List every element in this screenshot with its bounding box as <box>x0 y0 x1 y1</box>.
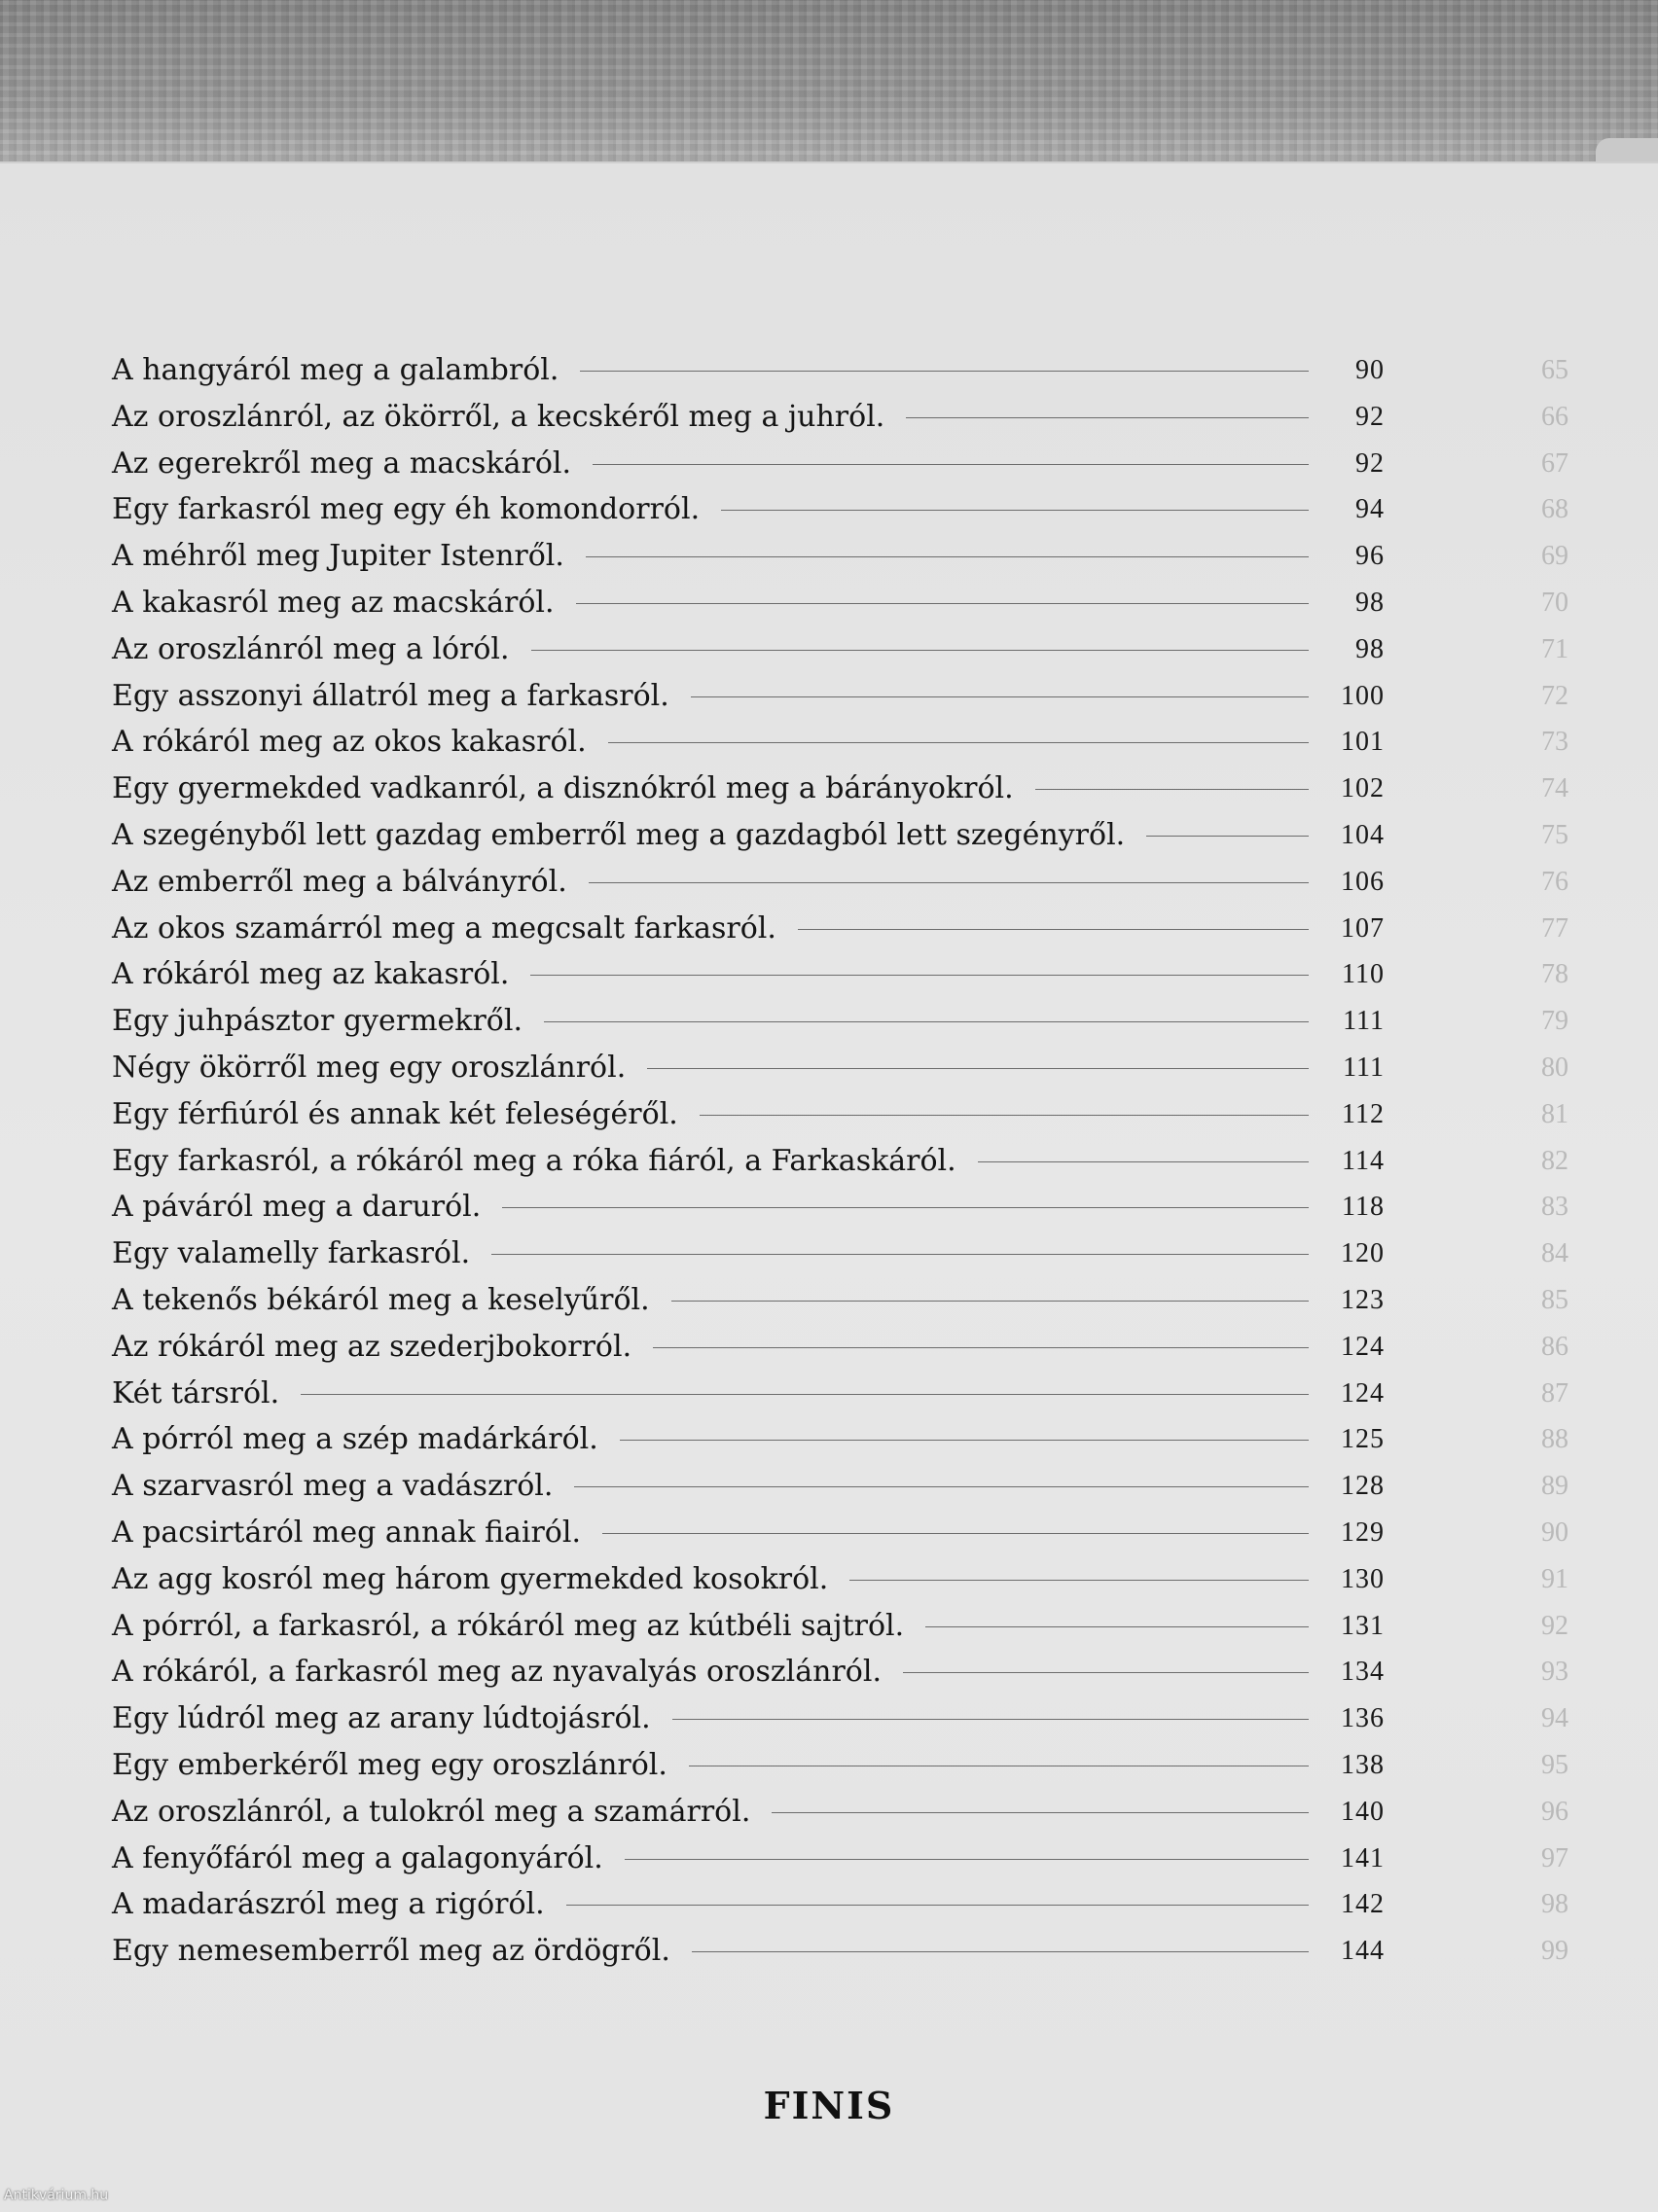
show-through-page-number: 80 <box>1541 1052 1568 1083</box>
toc-entry-title: Az emberről meg a bálványról. <box>112 864 567 899</box>
toc-entry-title: Egy valamelly farkasról. <box>112 1236 471 1271</box>
toc-row <box>0 1836 1658 1882</box>
toc-row <box>0 998 1658 1045</box>
leader-line <box>502 1207 1309 1208</box>
toc-row <box>0 673 1658 720</box>
show-through-page-number: 66 <box>1541 401 1568 432</box>
toc-row <box>0 1556 1658 1603</box>
leader-line <box>574 1486 1309 1487</box>
show-through-page-number: 87 <box>1541 1377 1568 1409</box>
toc-entry-title: Egy gyermekded vadkanról, a disznókról meg a bárányokról. <box>112 771 1014 806</box>
show-through-page-number: 68 <box>1541 494 1568 525</box>
leader-line <box>544 1021 1309 1022</box>
toc-row <box>0 859 1658 906</box>
toc-row <box>0 951 1658 998</box>
toc-entry-title: Az okos szamárról meg a megcsalt farkasról. <box>112 910 776 945</box>
toc-row <box>0 1045 1658 1091</box>
leader-line <box>978 1161 1309 1162</box>
toc-row <box>0 1649 1658 1695</box>
toc-entry-title: A fenyőfáról meg a galagonyáról. <box>112 1840 603 1875</box>
watermark: Antikvárium.hu <box>4 2188 109 2203</box>
toc-row <box>0 1277 1658 1324</box>
toc-entry-title: Egy juhpásztor gyermekről. <box>112 1004 523 1039</box>
leader-line <box>625 1859 1309 1860</box>
leader-line <box>301 1394 1309 1395</box>
leader-line <box>672 1719 1309 1720</box>
toc-entry-page: 101 <box>1341 727 1385 758</box>
show-through-page-number: 92 <box>1541 1610 1568 1641</box>
leader-line <box>925 1626 1309 1627</box>
toc-row <box>0 1603 1658 1650</box>
leader-line <box>530 975 1309 976</box>
toc-entry-page: 114 <box>1342 1145 1385 1176</box>
leader-line <box>647 1068 1309 1069</box>
show-through-page-number: 97 <box>1541 1842 1568 1873</box>
toc-entry-title: A madarászról meg a rigóról. <box>112 1887 545 1922</box>
toc-row <box>0 1695 1658 1742</box>
toc-row <box>0 1324 1658 1371</box>
show-through-page-number: 88 <box>1541 1424 1568 1455</box>
show-through-page-number: 72 <box>1541 680 1568 711</box>
toc-entry-title: Két társról. <box>112 1375 280 1410</box>
desk-background <box>0 0 1658 165</box>
leader-line <box>691 696 1309 697</box>
toc-row <box>0 1928 1658 1975</box>
toc-entry-title: A tekenős békáról meg a keselyűről. <box>112 1282 650 1317</box>
toc-entry-title: A rókáról, a farkasról meg az nyavalyás oroszlánról. <box>112 1655 883 1690</box>
show-through-page-number: 73 <box>1541 727 1568 758</box>
toc-entry-page: 111 <box>1343 1006 1385 1037</box>
show-through-page-number: 65 <box>1541 355 1568 385</box>
show-through-page-number: 98 <box>1541 1889 1568 1920</box>
toc-row <box>0 1789 1658 1836</box>
toc-entry-page: 136 <box>1341 1703 1385 1734</box>
show-through-page-number: 81 <box>1541 1098 1568 1129</box>
toc-entry-page: 104 <box>1341 819 1385 850</box>
show-through-page-number: 78 <box>1541 959 1568 990</box>
show-through-page-number: 96 <box>1541 1796 1568 1827</box>
leader-line <box>772 1812 1309 1813</box>
toc-entry-page: 98 <box>1355 587 1385 618</box>
toc-row <box>0 1463 1658 1510</box>
toc-entry-title: Az oroszlánról, az ökörről, a kecskéről meg a juhról. <box>112 399 885 434</box>
toc-entry-title: A méhről meg Jupiter Istenről. <box>112 539 564 574</box>
leader-line <box>608 742 1309 743</box>
toc-entry-title: Egy lúdról meg az arany lúdtojásról. <box>112 1701 651 1736</box>
toc-entry-title: Egy nemesemberről meg az ördögről. <box>112 1934 670 1969</box>
toc-entry-title: Az rókáról meg az szederjbokorról. <box>112 1329 632 1364</box>
table-of-contents <box>0 347 1658 1975</box>
toc-entry-title: Az oroszlánról meg a lóról. <box>112 631 510 666</box>
toc-entry-page: 131 <box>1341 1610 1385 1641</box>
toc-entry-page: 90 <box>1355 355 1385 385</box>
toc-entry-page: 130 <box>1341 1563 1385 1594</box>
toc-entry-page: 140 <box>1341 1796 1385 1827</box>
leader-line <box>580 371 1309 372</box>
show-through-page-number: 69 <box>1541 541 1568 572</box>
toc-entry-page: 96 <box>1355 541 1385 572</box>
show-through-page-number: 93 <box>1541 1657 1568 1688</box>
show-through-page-number: 76 <box>1541 866 1568 897</box>
toc-entry-page: 141 <box>1341 1842 1385 1873</box>
toc-entry-page: 142 <box>1341 1889 1385 1920</box>
show-through-page-number: 84 <box>1541 1238 1568 1269</box>
toc-entry-title: Egy farkasról meg egy éh komondorról. <box>112 492 701 527</box>
toc-row <box>0 533 1658 580</box>
toc-entry-page: 125 <box>1341 1424 1385 1455</box>
leader-line <box>620 1440 1309 1441</box>
toc-row <box>0 1742 1658 1789</box>
toc-row <box>0 1881 1658 1928</box>
toc-entry-page: 98 <box>1355 633 1385 664</box>
toc-entry-title: Az agg kosról meg három gyermekded kosokról. <box>112 1561 829 1596</box>
toc-entry-title: Az oroszlánról, a tulokról meg a szamárról. <box>112 1794 751 1829</box>
toc-entry-title: Egy emberkéről meg egy oroszlánról. <box>112 1747 667 1782</box>
leader-line <box>721 510 1309 511</box>
toc-entry-title: Egy asszonyi állatról meg a farkasról. <box>112 678 669 713</box>
toc-entry-title: A hangyáról meg a galambról. <box>112 353 559 387</box>
toc-row <box>0 766 1658 812</box>
show-through-page-number: 74 <box>1541 773 1568 804</box>
toc-row <box>0 1371 1658 1417</box>
leader-line <box>849 1580 1309 1581</box>
toc-entry-title: A pórról, a farkasról, a rókáról meg az kútbéli sajtról. <box>112 1608 905 1643</box>
toc-row <box>0 394 1658 441</box>
show-through-page-number: 85 <box>1541 1284 1568 1315</box>
toc-entry-page: 118 <box>1342 1192 1385 1223</box>
toc-row <box>0 906 1658 952</box>
toc-entry-page: 124 <box>1341 1377 1385 1409</box>
toc-entry-title: Egy férfiúról és annak két feleségéről. <box>112 1096 678 1131</box>
toc-entry-title: A szarvasról meg a vadászról. <box>112 1469 554 1504</box>
show-through-page-number: 67 <box>1541 447 1568 479</box>
show-through-page-number: 70 <box>1541 587 1568 618</box>
leader-line <box>531 650 1309 651</box>
show-through-page-number: 90 <box>1541 1516 1568 1548</box>
toc-entry-page: 111 <box>1343 1052 1385 1083</box>
toc-row <box>0 1091 1658 1138</box>
toc-entry-page: 128 <box>1341 1471 1385 1502</box>
toc-row <box>0 347 1658 394</box>
toc-entry-page: 123 <box>1341 1284 1385 1315</box>
leader-line <box>576 603 1309 604</box>
toc-row <box>0 626 1658 673</box>
toc-row <box>0 1510 1658 1556</box>
toc-entry-page: 107 <box>1341 912 1385 944</box>
toc-entry-page: 100 <box>1341 680 1385 711</box>
leader-line <box>1146 836 1309 837</box>
toc-row <box>0 812 1658 859</box>
leader-line <box>1035 789 1309 790</box>
leader-line <box>593 464 1309 465</box>
toc-entry-title: A rókáról meg az kakasról. <box>112 957 510 992</box>
toc-row <box>0 1184 1658 1231</box>
toc-row <box>0 1416 1658 1463</box>
toc-entry-page: 102 <box>1341 773 1385 804</box>
toc-entry-title: Négy ökörről meg egy oroszlánról. <box>112 1050 627 1085</box>
toc-row <box>0 719 1658 766</box>
leader-line <box>589 882 1309 883</box>
toc-row <box>0 1138 1658 1185</box>
leader-line <box>798 929 1309 930</box>
toc-entry-page: 106 <box>1341 866 1385 897</box>
leader-line <box>671 1301 1309 1302</box>
toc-entry-title: A szegényből lett gazdag emberről meg a gazdagból lett szegényről. <box>112 817 1126 852</box>
leader-line <box>903 1672 1309 1673</box>
show-through-page-number: 89 <box>1541 1471 1568 1502</box>
leader-line <box>566 1905 1309 1906</box>
show-through-page-number: 91 <box>1541 1563 1568 1594</box>
toc-entry-page: 120 <box>1341 1238 1385 1269</box>
toc-entry-title: A páváról meg a daruról. <box>112 1190 482 1225</box>
leader-line <box>700 1115 1309 1116</box>
toc-row <box>0 441 1658 487</box>
show-through-page-number: 71 <box>1541 633 1568 664</box>
toc-entry-page: 124 <box>1341 1331 1385 1362</box>
leader-line <box>491 1254 1309 1255</box>
leader-line <box>602 1533 1309 1534</box>
toc-entry-page: 92 <box>1355 447 1385 479</box>
toc-entry-title: Az egerekről meg a macskáról. <box>112 446 572 481</box>
show-through-page-number: 77 <box>1541 912 1568 944</box>
show-through-page-number: 99 <box>1541 1936 1568 1967</box>
toc-row <box>0 1231 1658 1277</box>
show-through-page-number: 82 <box>1541 1145 1568 1176</box>
show-through-page-number: 86 <box>1541 1331 1568 1362</box>
leader-line <box>586 556 1309 557</box>
toc-entry-page: 144 <box>1341 1936 1385 1967</box>
toc-entry-page: 94 <box>1355 494 1385 525</box>
leader-line <box>692 1951 1309 1952</box>
toc-entry-page: 92 <box>1355 401 1385 432</box>
show-through-page-number: 95 <box>1541 1749 1568 1780</box>
toc-entry-title: A kakasról meg az macskáról. <box>112 585 555 620</box>
show-through-page-number: 94 <box>1541 1703 1568 1734</box>
toc-row <box>0 580 1658 626</box>
toc-entry-title: A pórról meg a szép madárkáról. <box>112 1422 598 1457</box>
finis-heading: FINIS <box>763 2084 895 2127</box>
toc-entry-page: 134 <box>1341 1657 1385 1688</box>
toc-entry-page: 112 <box>1342 1098 1385 1129</box>
toc-entry-title: Egy farkasról, a rókáról meg a róka fiáról, a Farkaskáról. <box>112 1143 956 1178</box>
show-through-page-number: 79 <box>1541 1006 1568 1037</box>
toc-entry-page: 110 <box>1342 959 1385 990</box>
toc-row <box>0 486 1658 533</box>
leader-line <box>653 1347 1309 1348</box>
show-through-page-number: 83 <box>1541 1192 1568 1223</box>
toc-entry-title: A pacsirtáról meg annak fiairól. <box>112 1515 581 1550</box>
toc-entry-title: A rókáról meg az okos kakasról. <box>112 725 587 760</box>
leader-line <box>906 417 1309 418</box>
toc-entry-page: 129 <box>1341 1516 1385 1548</box>
toc-entry-page: 138 <box>1341 1749 1385 1780</box>
show-through-page-number: 75 <box>1541 819 1568 850</box>
